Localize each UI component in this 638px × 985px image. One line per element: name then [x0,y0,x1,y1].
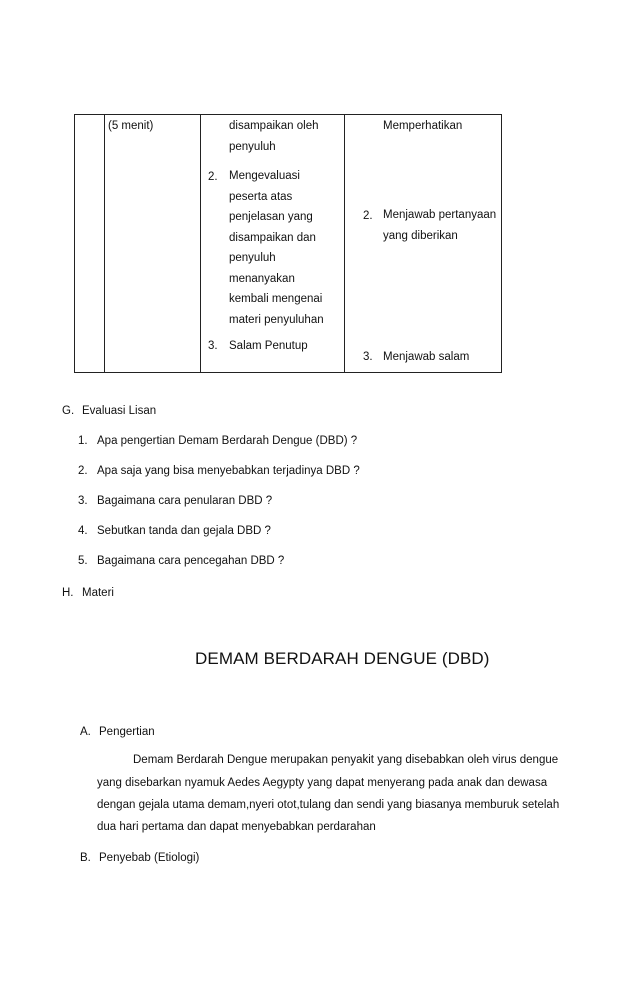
list-number: 5. [78,555,88,567]
table-cell-activity-continued [229,116,319,157]
table-cell-activity-item: Salam Penutup [229,340,308,352]
list-number: 3. [363,351,373,363]
table-cell-response-item [383,205,496,246]
section-letter: G. [62,405,75,417]
text-line: penjelasan yang [229,211,313,223]
text-line: peserta atas [229,190,293,203]
subsection-letter: A. [80,726,91,738]
table-column-divider [344,115,345,372]
text-line: yang diberikan [383,229,458,242]
list-number: 1. [78,435,88,447]
table-cell-duration: (5 menit) [108,120,154,132]
paragraph-line: dengan gejala utama demam,nyeri otot,tulang dan sendi yang biasanya memburuk setelah [97,799,560,811]
page-title: DEMAM BERDARAH DENGUE (DBD) [195,649,490,668]
table-column-divider [104,115,105,372]
question-item: Bagaimana cara penularan DBD ? [97,495,273,507]
text-line: disampaikan dan [229,231,316,244]
question-item: Apa pengertian Demam Berdarah Dengue (DBD) ? [97,435,358,447]
text-line: penyuluh [229,252,276,264]
subsection-title: Pengertian [99,726,155,738]
text-line: disampaikan oleh [229,120,319,132]
section-letter: H. [62,587,74,599]
table-cell-response-item: Menjawab salam [383,351,470,363]
paragraph-line: Demam Berdarah Dengue merupakan penyakit yang disebabkan oleh virus dengue [133,754,559,766]
list-number: 2. [208,171,218,183]
text-line: menanyakan [229,272,295,285]
list-number: 2. [78,465,88,477]
question-item: Sebutkan tanda dan gejala DBD ? [97,525,271,537]
section-title: Evaluasi Lisan [82,405,157,417]
text-line: penyuluh [229,140,276,153]
subsection-title: Penyebab (Etiologi) [99,852,200,864]
list-number: 3. [78,495,88,507]
text-line: Mengevaluasi [229,170,300,182]
paragraph-line: yang disebarkan nyamuk Aedes Aegypty yang dapat menyerang pada anak dan dewasa [97,777,548,789]
list-number: 2. [363,210,373,222]
list-number: 3. [208,340,218,352]
subsection-letter: B. [80,852,91,864]
paragraph-line: dua hari pertama dan dapat menyebabkan perdarahan [97,821,376,833]
section-title: Materi [82,587,114,599]
table-column-divider [200,115,201,372]
text-line: kembali mengenai [229,293,323,305]
list-number: 4. [78,525,88,537]
text-line: Menjawab pertanyaan [383,209,497,221]
question-item: Bagaimana cara pencegahan DBD ? [97,555,285,567]
table-cell-response: Memperhatikan [383,120,463,132]
text-line: materi penyuluhan [229,313,324,326]
question-item: Apa saja yang bisa menyebabkan terjadinya DBD ? [97,465,360,477]
table-cell-activity-item [229,166,324,330]
